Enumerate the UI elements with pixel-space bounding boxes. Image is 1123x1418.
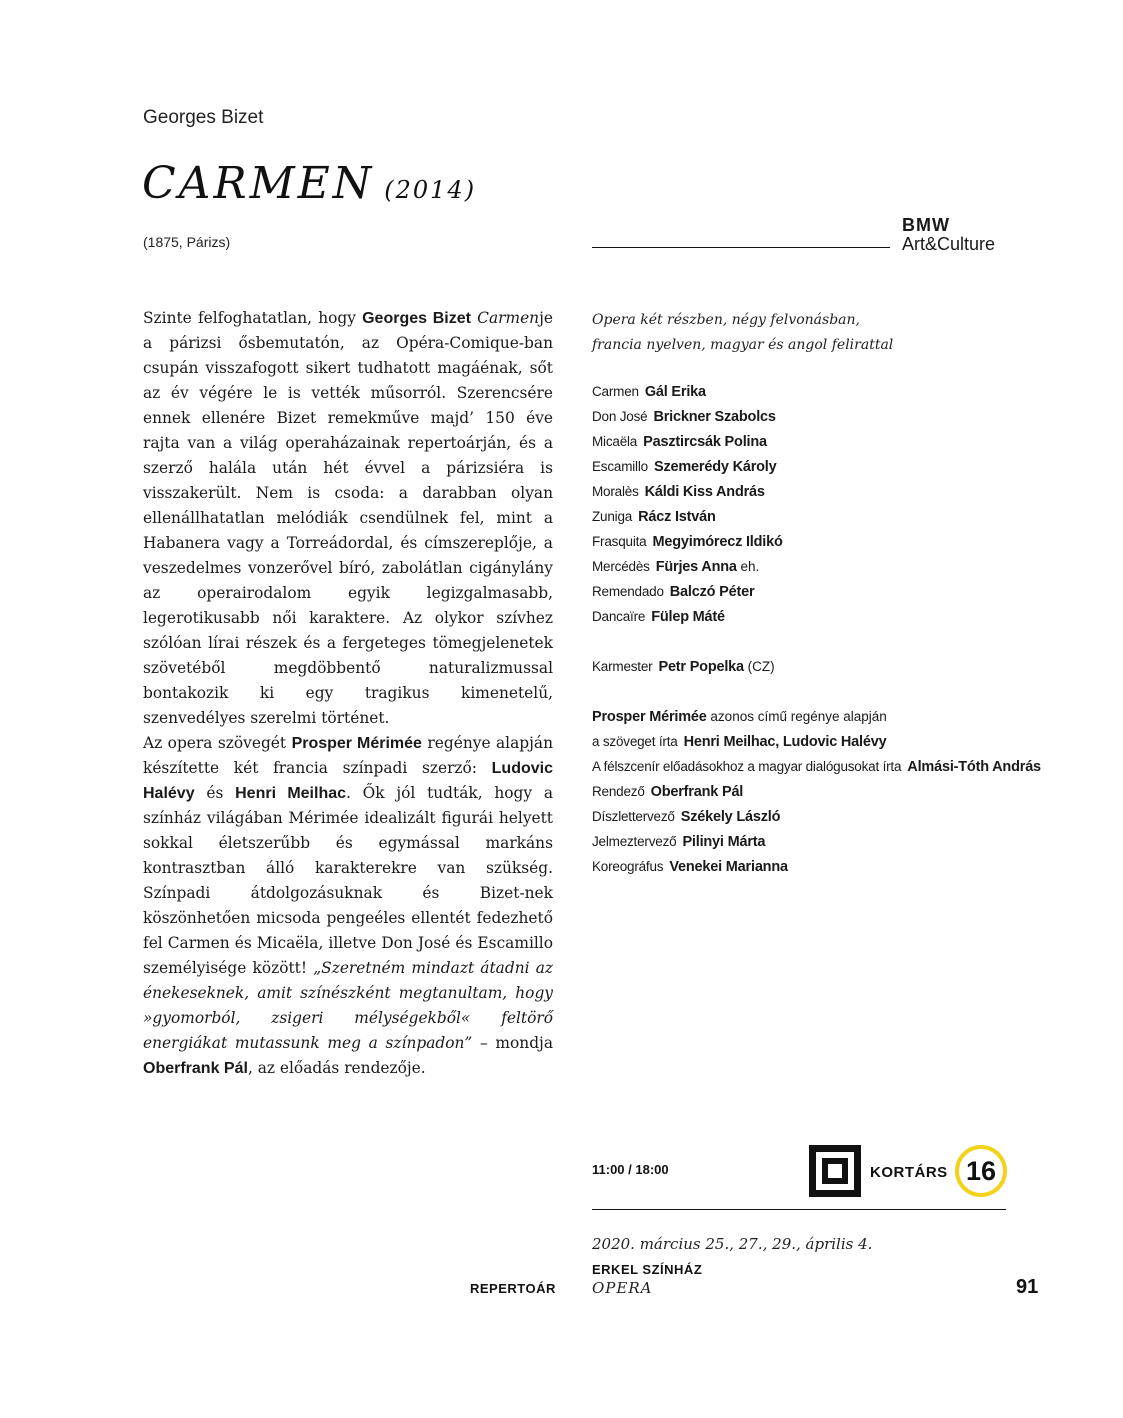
sponsor-divider bbox=[592, 247, 890, 248]
cast-row bbox=[592, 484, 765, 500]
role-label: Moralès bbox=[592, 484, 639, 499]
subtitle-line: Opera két részben, négy felvonásban, bbox=[592, 312, 860, 328]
cast-row bbox=[592, 584, 754, 600]
cast-row bbox=[592, 459, 777, 475]
performer-name: Oberfrank Pál bbox=[650, 784, 744, 800]
role-label: Jelmeztervező bbox=[592, 834, 677, 849]
credit-row bbox=[592, 709, 887, 725]
cast-row bbox=[592, 384, 706, 400]
performer-name: Petr Popelka bbox=[658, 659, 744, 675]
role-label: Carmen bbox=[592, 384, 639, 399]
suffix-text: eh. bbox=[736, 559, 760, 574]
role-label: Frasquita bbox=[592, 534, 647, 549]
schedule-divider bbox=[592, 1209, 1006, 1210]
credit-row bbox=[592, 784, 743, 800]
page-number: 91 bbox=[1016, 1276, 1039, 1298]
paragraph-1: Szinte felfoghatatlan, hogy Georges Bizet Carmenje a párizsi ősbemutatón, az Opéra-Comique-ban csupán visszafogott sikert tudhatott magáénak, sőt az év végére le is vették műsorról. Szerencsére ennek ellenére Bizet remekműve majd’ 150 éve rajta van a világ operaházainak repertoárján, és a szerző halála után hét évvel a párizsiéra is visszakerült. Nem is csoda: a darabban olyan ellenállhatatlan melódiák csendülnek fel, mint a Habanera vagy a Torreádordal, és címszereplője, a veszedelmes vonzerővel bíró, zabolátlan cigánylány az operairodalom egyik legizgalmasabb, legerotikusabb női karaktere. Az olykor szívhez szólóan lírai részek és a fergeteges tömegjelenetek szövetéből megdöbbentő naturalizmussal bontakozik ki egy tragikus kimenetelű, szenvedélyes szerelmi történet. bbox=[143, 309, 553, 727]
show-times: 11:00 / 18:00 bbox=[592, 1162, 669, 1177]
performer-name: Székely László bbox=[680, 809, 781, 825]
performer-name: Brickner Szabolcs bbox=[653, 409, 776, 425]
performer-name: Fülep Máté bbox=[651, 609, 725, 625]
suffix-text: (CZ) bbox=[743, 659, 775, 674]
role-label: Rendező bbox=[592, 784, 645, 799]
production-year: (2014) bbox=[384, 176, 477, 204]
credit-row bbox=[592, 809, 780, 825]
credit-name: Prosper Mérimée bbox=[592, 709, 707, 725]
series-label: KORTÁRS bbox=[870, 1164, 948, 1181]
cast-row bbox=[592, 509, 716, 525]
performer-name: Szemerédy Károly bbox=[653, 459, 777, 475]
performance-dates: 2020. március 25., 27., 29., április 4. bbox=[592, 1235, 873, 1253]
performer-name: Venekei Marianna bbox=[669, 859, 788, 875]
age-rating-badge: 16 bbox=[955, 1145, 1007, 1197]
role-label: A félszcenír előadásokhoz a magyar dialógusokat írta bbox=[592, 759, 902, 774]
performer-name: Káldi Kiss András bbox=[644, 484, 765, 500]
opera-subtitle bbox=[592, 308, 1022, 358]
paragraph-2: Az opera szövegét Prosper Mérimée regénye alapján készítette két francia színpadi szerző: Ludovic Halévy és Henri Meilhac. Ők jól tudták, hogy a színház világában Mérimée idealizált figurái helyett sokkal életszerűbb és egymással markáns kontrasztban álló karakterekre van szükség. Színpadi átdolgozásuknak és Bizet-nek köszönhetően micsoda pengeéles ellentét fedezhető fel Carmen és Micaëla, illetve Don José és Escamillo személyisége között! „Szeretném mindazt átadni az énekeseknek, amit színészként megtanultam, hogy »gyomorból, zsigeri mélységekből« feltörő energiákat mutassunk meg a színpadon” – mondja Oberfrank Pál, az előadás rendezője. bbox=[143, 734, 553, 1077]
role-label: Remendado bbox=[592, 584, 664, 599]
sponsor-line-1: BMW bbox=[902, 215, 950, 235]
role-label: Escamillo bbox=[592, 459, 648, 474]
series-square-icon bbox=[809, 1145, 861, 1197]
role-label: Zuniga bbox=[592, 509, 633, 524]
role-label: Díszlettervező bbox=[592, 809, 675, 824]
credit-row bbox=[592, 859, 788, 875]
title-text: CARMEN bbox=[142, 158, 375, 209]
opera-title bbox=[142, 158, 476, 209]
performer-name: Rácz István bbox=[638, 509, 716, 525]
performer-name: Henri Meilhac, Ludovic Halévy bbox=[683, 734, 887, 750]
role-label: a szöveget írta bbox=[592, 734, 678, 749]
sponsor-line-2: Art&Culture bbox=[902, 234, 996, 254]
venue: ERKEL SZÍNHÁZ bbox=[592, 1262, 703, 1277]
composer-name: Georges Bizet bbox=[143, 107, 264, 128]
role-label: Don José bbox=[592, 409, 648, 424]
footer-category: OPERA bbox=[592, 1279, 653, 1297]
cast-row bbox=[592, 534, 783, 550]
cast-row bbox=[592, 559, 759, 575]
role-label: Karmester bbox=[592, 659, 653, 674]
role-label: Koreográfus bbox=[592, 859, 664, 874]
role-label: Mercédès bbox=[592, 559, 650, 574]
credit-row bbox=[592, 734, 886, 750]
performer-name: Fürjes Anna bbox=[655, 559, 737, 575]
role-label: Dancaïre bbox=[592, 609, 646, 624]
footer-section: REPERTOÁR bbox=[470, 1281, 556, 1296]
performer-name: Gál Erika bbox=[644, 384, 706, 400]
performer-name: Almási-Tóth András bbox=[907, 759, 1041, 775]
credit-row bbox=[592, 834, 765, 850]
description-text bbox=[143, 306, 553, 1081]
role-label: Micaëla bbox=[592, 434, 638, 449]
subtitle-line: francia nyelven, magyar és angol felirattal bbox=[592, 337, 894, 353]
sponsor-logo bbox=[902, 216, 995, 254]
cast-row bbox=[592, 434, 767, 450]
cast-row bbox=[592, 609, 725, 625]
performer-name: Balczó Péter bbox=[669, 584, 755, 600]
premiere-info: (1875, Párizs) bbox=[143, 234, 231, 250]
performer-name: Megyimórecz Ildikó bbox=[652, 534, 783, 550]
suffix-text: azonos című regénye alapján bbox=[706, 709, 887, 724]
performer-name: Pilinyi Márta bbox=[682, 834, 766, 850]
conductor-row bbox=[592, 659, 775, 675]
credit-row bbox=[592, 759, 1041, 775]
cast-row bbox=[592, 409, 776, 425]
performer-name: Pasztircsák Polina bbox=[643, 434, 767, 450]
